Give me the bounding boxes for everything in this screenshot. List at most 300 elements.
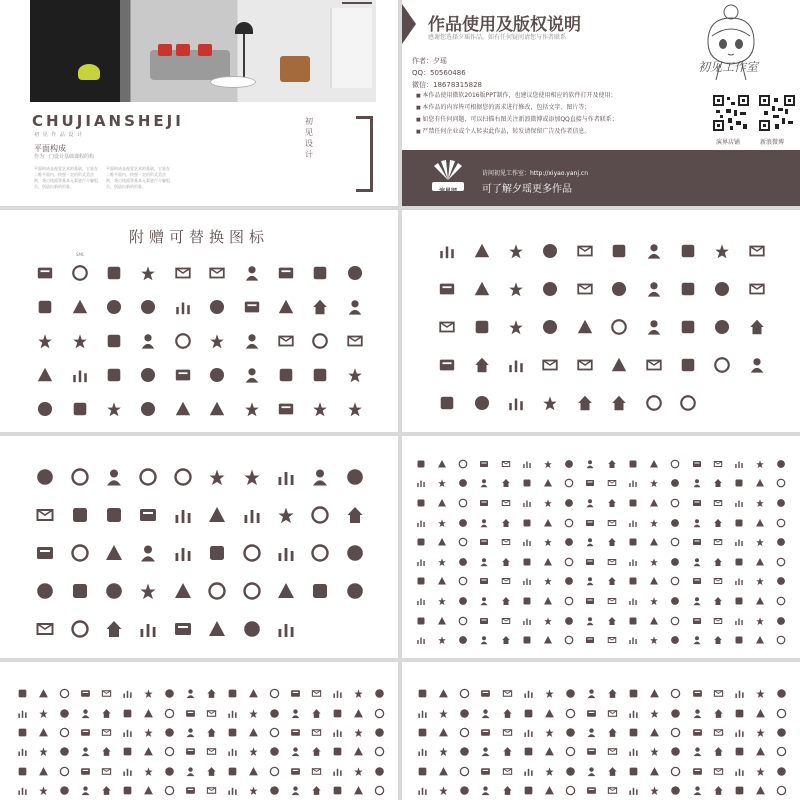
sunset-icon	[277, 400, 295, 418]
glyph-icon	[607, 557, 617, 567]
glyph-icon	[458, 498, 468, 508]
glyph-icon	[479, 616, 489, 626]
glyph-icon	[143, 746, 154, 757]
glyph-icon	[607, 766, 618, 777]
glyph-icon	[776, 557, 786, 567]
glyph-icon	[80, 746, 91, 757]
glyph-icon	[649, 766, 660, 777]
glyph-icon	[480, 766, 491, 777]
glyph-icon	[522, 635, 532, 645]
glyph-icon	[755, 616, 765, 626]
glyph-icon	[522, 616, 532, 626]
glyph-icon	[628, 478, 638, 488]
small-label: SML	[76, 252, 85, 257]
sliders-icon	[541, 356, 559, 374]
glyph-icon	[776, 785, 787, 796]
glyph-icon	[248, 785, 259, 796]
glyph-icon	[586, 688, 597, 699]
slide-small-icons-b[interactable]	[0, 662, 398, 800]
glyph-icon	[332, 708, 343, 719]
glyph-icon	[416, 518, 426, 528]
glyph-icon	[670, 688, 681, 699]
bulb-icon	[610, 356, 628, 374]
pencil-icon	[277, 264, 295, 282]
money-bag-icon	[36, 366, 54, 384]
briefcase-icon	[748, 280, 766, 298]
diamond-icon	[104, 581, 124, 601]
glyph-icon	[332, 746, 343, 757]
glyph-icon	[269, 727, 280, 738]
glyph-icon	[628, 616, 638, 626]
glyph-icon	[692, 746, 703, 757]
mail-icon	[541, 242, 559, 260]
slide-small-icons-c[interactable]	[402, 662, 800, 800]
home-icon	[713, 356, 731, 374]
glyph-icon	[523, 785, 534, 796]
document-search-icon	[610, 242, 628, 260]
wechat-line: 微信：18678315828	[412, 81, 482, 89]
glyph-icon	[713, 708, 724, 719]
bullet-4: ■ 严禁任何企业或个人转卖此作品，转发请保留广告及作者信息。	[416, 126, 590, 135]
glyph-icon	[479, 635, 489, 645]
flag-icon	[208, 400, 226, 418]
glyph-icon	[649, 635, 659, 645]
star-icon	[207, 619, 227, 639]
glyph-icon	[564, 635, 574, 645]
slide-people-icons[interactable]	[0, 436, 398, 658]
glyph-icon	[713, 498, 723, 508]
inbox-icon	[104, 619, 124, 639]
glyph-icon	[565, 688, 576, 699]
glyph-icon	[143, 766, 154, 777]
fax-icon	[276, 505, 296, 525]
glyph-icon	[458, 635, 468, 645]
glyph-icon	[628, 766, 639, 777]
calculator-icon	[242, 581, 262, 601]
org-chart-icon	[208, 332, 226, 350]
glyph-icon	[776, 498, 786, 508]
glyph-icon	[586, 746, 597, 757]
icon-grid-5	[12, 684, 390, 800]
glyph-icon	[670, 498, 680, 508]
glyph-icon	[437, 616, 447, 626]
glyph-icon	[522, 557, 532, 567]
glyph-icon	[38, 785, 49, 796]
glyph-icon	[122, 708, 133, 719]
glyph-icon	[628, 557, 638, 567]
slide-bonus-icons[interactable]	[0, 210, 398, 432]
glyph-icon	[206, 708, 217, 719]
glyph-icon	[458, 576, 468, 586]
glyph-icon	[713, 727, 724, 738]
glyph-icon	[185, 708, 196, 719]
glyph-icon	[607, 708, 618, 719]
padlock-icon	[173, 581, 193, 601]
glyph-icon	[269, 785, 280, 796]
bulb-icon	[645, 280, 663, 298]
calendar-icon	[208, 298, 226, 316]
glyph-icon	[607, 635, 617, 645]
copyright-subtitle: 感谢您选择夕瑶作品，如有任何疑问请您与作者联系	[428, 34, 567, 41]
glyph-icon	[713, 576, 723, 586]
globe-icon	[138, 581, 158, 601]
glyph-icon	[607, 746, 618, 757]
microphone-icon	[645, 394, 663, 412]
glyph-icon	[480, 746, 491, 757]
glyph-icon	[59, 727, 70, 738]
clouds-icon	[243, 400, 261, 418]
icon-grid-4	[410, 454, 792, 650]
glyph-icon	[670, 459, 680, 469]
info-icon	[243, 366, 261, 384]
money-man-icon	[207, 467, 227, 487]
glyph-icon	[458, 459, 468, 469]
glyph-icon	[585, 557, 595, 567]
glyph-icon	[248, 766, 259, 777]
glyph-icon	[80, 766, 91, 777]
glyph-icon	[734, 478, 744, 488]
glyph-icon	[692, 557, 702, 567]
glyph-icon	[776, 746, 787, 757]
glyph-icon	[692, 635, 702, 645]
glyph-icon	[713, 478, 723, 488]
glyph-icon	[543, 557, 553, 567]
glyph-icon	[38, 746, 49, 757]
glyph-icon	[227, 727, 238, 738]
glyph-icon	[755, 518, 765, 528]
glyph-icon	[38, 708, 49, 719]
glyph-icon	[692, 785, 703, 796]
glyph-icon	[416, 478, 426, 488]
glyph-icon	[734, 635, 744, 645]
glyph-icon	[776, 537, 786, 547]
slide-business-icons[interactable]	[402, 210, 800, 432]
glyph-icon	[164, 727, 175, 738]
glyph-icon	[17, 766, 28, 777]
glyph-icon	[628, 498, 638, 508]
qr-code-weibo[interactable]	[758, 94, 796, 132]
couple-icon	[104, 467, 124, 487]
line-chart-icon	[713, 242, 731, 260]
glyph-icon	[628, 746, 639, 757]
glyph-icon	[206, 746, 217, 757]
glyph-icon	[374, 708, 385, 719]
glyph-icon	[227, 766, 238, 777]
glyph-icon	[755, 498, 765, 508]
download-icon	[208, 366, 226, 384]
footer-website[interactable]: 访问初见工作室：http://xiyao.yanj.cn	[482, 170, 589, 177]
speaker-icon	[311, 298, 329, 316]
rain-cloud-icon	[311, 400, 329, 418]
mail-icon	[541, 318, 559, 336]
glyph-icon	[269, 688, 280, 699]
bank-icon	[748, 318, 766, 336]
bar-chart-icon	[277, 366, 295, 384]
bullet-1: ■ 本作品使用微软2016版PPT制作，也建议您使用相应的软件打开及使用；	[416, 90, 617, 99]
slide-cover[interactable]	[0, 0, 398, 206]
hand-icon	[276, 543, 296, 563]
glyph-icon	[290, 746, 301, 757]
glyph-icon	[374, 727, 385, 738]
glyph-icon	[479, 459, 489, 469]
paragraph-2: 平面构成是视觉艺术的基础，它是在二维平面内，按照一定的形式美法则，将点线面等基本元素进行分解组合，创造出新的形象。	[106, 166, 170, 189]
printer-icon	[346, 366, 364, 384]
glyph-icon	[480, 688, 491, 699]
glyph-icon	[459, 746, 470, 757]
glyph-icon	[586, 708, 597, 719]
glyph-icon	[607, 616, 617, 626]
trash-icon	[277, 332, 295, 350]
glyph-icon	[776, 727, 787, 738]
bulb-icon	[645, 318, 663, 336]
glyph-icon	[543, 596, 553, 606]
glyph-icon	[438, 746, 449, 757]
slide-small-icons-a[interactable]	[402, 436, 800, 658]
glyph-icon	[438, 766, 449, 777]
glyph-icon	[143, 688, 154, 699]
glyph-icon	[713, 616, 723, 626]
glyph-icon	[479, 576, 489, 586]
glyph-icon	[101, 688, 112, 699]
laptop-icon	[473, 280, 491, 298]
glyph-icon	[227, 746, 238, 757]
glyph-icon	[670, 518, 680, 528]
glyph-icon	[479, 518, 489, 528]
glyph-icon	[523, 766, 534, 777]
glyph-icon	[122, 766, 133, 777]
glyph-icon	[649, 708, 660, 719]
glyph-icon	[185, 766, 196, 777]
calendar-icon	[507, 318, 525, 336]
glyph-icon	[670, 766, 681, 777]
glyph-icon	[670, 576, 680, 586]
glyph-icon	[776, 478, 786, 488]
glyph-icon	[59, 688, 70, 699]
bar-chart-icon	[713, 318, 731, 336]
calendar-21-icon	[71, 332, 89, 350]
glyph-icon	[734, 708, 745, 719]
glyph-icon	[122, 727, 133, 738]
glyph-icon	[101, 708, 112, 719]
glyph-icon	[649, 616, 659, 626]
logo-text: 演界网	[438, 188, 457, 195]
lock-icon	[243, 264, 261, 282]
bar-chart-icon	[713, 280, 731, 298]
glyph-icon	[585, 478, 595, 488]
glyph-icon	[692, 518, 702, 528]
document-icon	[277, 298, 295, 316]
map-icon	[35, 581, 55, 601]
glyph-icon	[628, 785, 639, 796]
glyph-icon	[80, 688, 91, 699]
music-icon	[173, 619, 193, 639]
glyph-icon	[755, 785, 766, 796]
person-icon	[345, 467, 365, 487]
glyph-icon	[565, 746, 576, 757]
trophy-icon	[310, 581, 330, 601]
glyph-icon	[437, 537, 447, 547]
glyph-icon	[607, 688, 618, 699]
glyph-icon	[185, 727, 196, 738]
glyph-icon	[437, 576, 447, 586]
glyph-icon	[670, 708, 681, 719]
glyph-icon	[502, 785, 513, 796]
glyph-icon	[353, 746, 364, 757]
glyph-icon	[585, 596, 595, 606]
glyph-icon	[227, 785, 238, 796]
glyph-icon	[332, 688, 343, 699]
section-subtitle: 平面构成	[34, 144, 66, 153]
glyph-icon	[755, 576, 765, 586]
glyph-icon	[206, 766, 217, 777]
glyph-icon	[565, 766, 576, 777]
glyph-icon	[628, 708, 639, 719]
arrow-up-icon	[276, 581, 296, 601]
glyph-icon	[564, 518, 574, 528]
glyph-icon	[122, 785, 133, 796]
glyph-icon	[458, 596, 468, 606]
glyph-icon	[523, 708, 534, 719]
glyph-icon	[628, 635, 638, 645]
glyph-icon	[544, 766, 555, 777]
glyph-icon	[353, 766, 364, 777]
glyph-icon	[544, 688, 555, 699]
glyph-icon	[501, 537, 511, 547]
glyph-icon	[437, 635, 447, 645]
glyph-icon	[755, 766, 766, 777]
laptop-icon	[473, 242, 491, 260]
glyph-icon	[543, 616, 553, 626]
glyph-icon	[670, 746, 681, 757]
camera-icon	[35, 619, 55, 639]
glyph-icon	[332, 785, 343, 796]
glyph-icon	[586, 766, 597, 777]
chat-icon	[576, 280, 594, 298]
glyph-icon	[628, 727, 639, 738]
glyph-icon	[522, 576, 532, 586]
glyph-icon	[544, 708, 555, 719]
glyph-icon	[164, 688, 175, 699]
glyph-icon	[734, 785, 745, 796]
glyph-icon	[564, 576, 574, 586]
open-mail-icon	[507, 356, 525, 374]
headphones-icon	[438, 394, 456, 412]
glyph-icon	[185, 688, 196, 699]
mixer-icon	[748, 356, 766, 374]
glyph-icon	[374, 688, 385, 699]
glyph-icon	[649, 727, 660, 738]
runner-icon	[173, 467, 193, 487]
cake-icon	[139, 400, 157, 418]
glyph-icon	[692, 766, 703, 777]
glyph-icon	[734, 518, 744, 528]
glyph-icon	[59, 708, 70, 719]
slide-copyright[interactable]	[402, 0, 800, 206]
car-icon	[173, 505, 193, 525]
glyph-icon	[248, 746, 259, 757]
cursor-icon	[71, 298, 89, 316]
qr-caption-shop: 演界店铺	[716, 139, 741, 146]
glyph-icon	[755, 459, 765, 469]
glyph-icon	[649, 498, 659, 508]
glyph-icon	[523, 746, 534, 757]
glyph-icon	[17, 727, 28, 738]
puzzle-icon	[35, 505, 55, 525]
glyph-icon	[543, 498, 553, 508]
star-icon	[139, 298, 157, 316]
icon-grid-6	[412, 684, 792, 800]
glyph-icon	[206, 688, 217, 699]
globe-icon	[139, 264, 157, 282]
bracket-decoration	[356, 116, 373, 192]
key-icon	[138, 543, 158, 563]
glyph-icon	[164, 746, 175, 757]
glyph-icon	[628, 596, 638, 606]
glyph-icon	[649, 596, 659, 606]
phone-icon	[438, 242, 456, 260]
umbrella-icon	[105, 400, 123, 418]
glyph-icon	[522, 459, 532, 469]
glyph-icon	[269, 766, 280, 777]
glyph-icon	[776, 766, 787, 777]
glyph-icon	[628, 459, 638, 469]
glyph-icon	[458, 537, 468, 547]
chat-icon	[576, 242, 594, 260]
glyph-icon	[59, 766, 70, 777]
glyph-icon	[755, 635, 765, 645]
glyph-icon	[416, 596, 426, 606]
glyph-icon	[543, 537, 553, 547]
trash-icon	[70, 619, 90, 639]
glyph-icon	[734, 537, 744, 547]
glyph-icon	[38, 727, 49, 738]
sliders-icon	[576, 318, 594, 336]
glyph-icon	[585, 518, 595, 528]
glyph-icon	[755, 596, 765, 606]
phone-icon	[346, 298, 364, 316]
glyph-icon	[311, 785, 322, 796]
glyph-icon	[755, 688, 766, 699]
glyph-icon	[776, 576, 786, 586]
redo-icon	[174, 264, 192, 282]
glyph-icon	[185, 746, 196, 757]
plug-icon	[139, 366, 157, 384]
glyph-icon	[586, 727, 597, 738]
briefcase-icon	[243, 298, 261, 316]
glyph-icon	[776, 635, 786, 645]
qr-code-shop[interactable]	[712, 94, 750, 132]
woman-icon	[70, 467, 90, 487]
glyph-icon	[692, 537, 702, 547]
glyph-icon	[374, 785, 385, 796]
mail-icon	[541, 280, 559, 298]
glyph-icon	[459, 785, 470, 796]
glyph-icon	[734, 596, 744, 606]
bonus-icons-title: 附赠可替换图标	[128, 228, 269, 246]
glyph-icon	[290, 708, 301, 719]
power-icon	[70, 543, 90, 563]
glyph-icon	[755, 708, 766, 719]
bullet-3: ■ 如您有任何问题，可以扫描右图关注新浪微博或添加QQ直接与作者联系；	[416, 114, 618, 123]
glyph-icon	[17, 746, 28, 757]
glyph-icon	[502, 708, 513, 719]
book-icon	[310, 505, 330, 525]
glyph-icon	[311, 746, 322, 757]
document-icon	[610, 280, 628, 298]
glyph-icon	[670, 478, 680, 488]
glyph-icon	[101, 766, 112, 777]
glyph-icon	[522, 498, 532, 508]
